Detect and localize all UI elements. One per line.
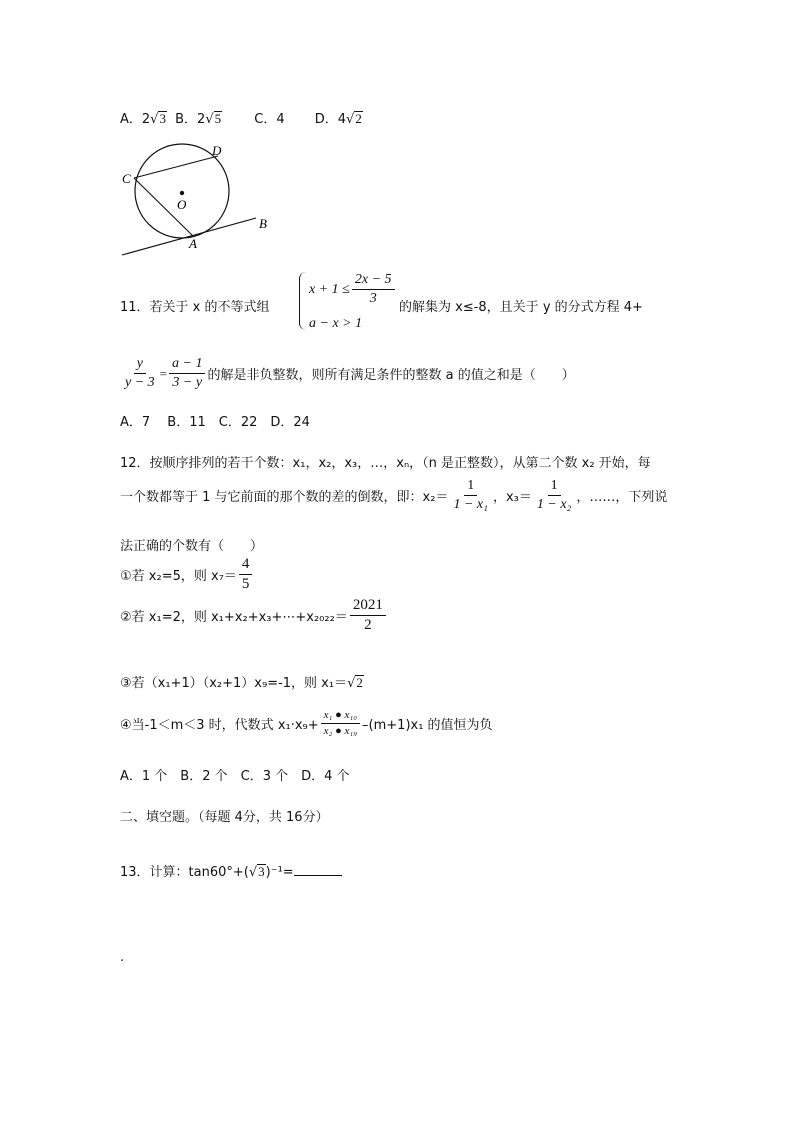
q12-frac-x3-den: 1 − x₂: [536, 497, 572, 513]
sqrt-icon: √: [346, 112, 355, 127]
q12-statement-2: [120, 597, 388, 635]
q12-s4-den: x₂ ● x₁₉: [323, 724, 358, 737]
q11-ineq1-num: 2x − 5: [352, 272, 395, 290]
q12-s1-num: 4: [239, 556, 253, 575]
q12-s2-text: ②若 x₁=2，则 x₁+x₂+x₃+⋯+x₂₀₂₂＝: [120, 610, 348, 626]
q11-frac1-num: y: [134, 356, 146, 374]
q10-options: [120, 108, 363, 127]
q13-text: 13．计算：tan60°+(: [120, 865, 249, 880]
q12-line3: 法正确的个数有（ ）: [120, 539, 264, 554]
q12-statement-4: [120, 709, 493, 737]
q11-middle: 的解集为 x≤-8，且关于 y 的分式方程 4+: [399, 300, 643, 315]
q12-s2-den: 2: [364, 617, 372, 634]
q12-frac-x3-num: 1: [548, 478, 561, 496]
q10-option-a: A．2: [120, 112, 151, 127]
q10-option-c: C．4: [254, 112, 285, 127]
q12-s3-radicand: 2: [356, 675, 363, 690]
q11-frac2-den: 3 − y: [172, 375, 203, 391]
q13: [120, 861, 342, 880]
q13-end: )⁻¹=: [265, 865, 294, 880]
label-o: O: [177, 197, 187, 212]
circle-tangent-figure: [110, 138, 280, 258]
q12-frac-x2: [450, 478, 491, 513]
q12-s2-num: 2021: [350, 597, 386, 616]
q12-line2-a: 一个数都等于 1 与它前面的那个数的差的倒数，即：x₂＝: [120, 490, 449, 506]
q12-s4-frac: [321, 709, 360, 737]
q12-s4-end: –(m+1)x₁ 的值恒为负: [362, 717, 493, 733]
sqrt-icon: √: [248, 865, 258, 880]
q11-line2: [120, 356, 575, 391]
q12-frac-x2-den: 1 − x₁: [453, 497, 488, 513]
q12-s2-frac: [350, 597, 386, 635]
section-title: 二、填空题。（每题 4分，共 16分）: [120, 810, 329, 825]
q12-statement-3: [120, 672, 364, 691]
q12-s4-num: x₁ ● x₁₀: [321, 709, 360, 724]
q11-frac1-den: y − 3: [125, 375, 155, 391]
q10-option-d-radicand: 2: [355, 111, 362, 126]
q12-statement-1: [120, 556, 254, 594]
q12-frac-x2-num: 1: [464, 478, 477, 496]
q11-ineq1-left: x + 1 ≤: [309, 281, 350, 297]
label-a: A: [189, 236, 197, 251]
q11-frac1: [122, 356, 158, 391]
sqrt-icon: √: [347, 676, 356, 691]
label-d: D: [212, 143, 222, 158]
q11-equals: =: [159, 365, 168, 381]
q12-options: A．1 个 B．2 个 C．3 个 D．4 个: [120, 769, 350, 784]
q12-s1-den: 5: [241, 576, 250, 593]
q12-s1-frac: [239, 556, 253, 594]
q10-option-b-radicand: 5: [214, 111, 222, 126]
page-dot: .: [120, 950, 125, 965]
q12-line2-c: ，……，下列说: [576, 490, 668, 506]
system-brace: [299, 272, 306, 330]
sqrt-icon: √: [150, 112, 159, 127]
answer-blank[interactable]: [294, 863, 342, 876]
q12-s1-text: ①若 x₂=5，则 x₇＝: [120, 569, 237, 585]
q12-s4-text: ④当-1＜m＜3 时，代数式 x₁·x₉+: [120, 717, 319, 733]
q11-suffix: 的解是非负整数，则所有满足条件的整数 a 的值之和是（ ）: [207, 368, 575, 384]
sqrt-icon: √: [205, 112, 214, 127]
label-b: B: [259, 216, 267, 231]
q11-ineq2: a − x > 1: [309, 316, 363, 331]
q12-line2: [120, 478, 667, 513]
q12-frac-x3: [534, 478, 575, 513]
q11-prefix: 11．若关于 x 的不等式组: [120, 300, 270, 315]
q11-frac2: [169, 356, 205, 391]
q11-ineq1-frac: [352, 272, 395, 307]
center-point-icon: [180, 191, 184, 195]
q11-ineq1-den: 3: [369, 291, 377, 307]
q10-option-b: B．2: [175, 112, 206, 127]
q12-line2-b: ，x₃＝: [492, 490, 532, 506]
q12-s3-text: ③若（x₁+1）（x₂+1）x₉=-1，则 x₁＝: [120, 676, 348, 691]
q11-options: A．7 B．11 C．22 D．24: [120, 415, 310, 430]
q10-option-d: D．4: [314, 112, 347, 127]
q12-line1: 12．按顺序排列的若干个数：x₁，x₂，x₃，…，xₙ，（n 是正整数），从第二个数 x₂ 开始，每: [120, 456, 651, 471]
label-c: C: [122, 171, 131, 186]
q13-radicand: 3: [258, 864, 265, 879]
q11-frac2-num: a − 1: [169, 356, 205, 374]
q10-option-a-radicand: 3: [159, 111, 166, 126]
q11-ineq1: [309, 272, 397, 307]
